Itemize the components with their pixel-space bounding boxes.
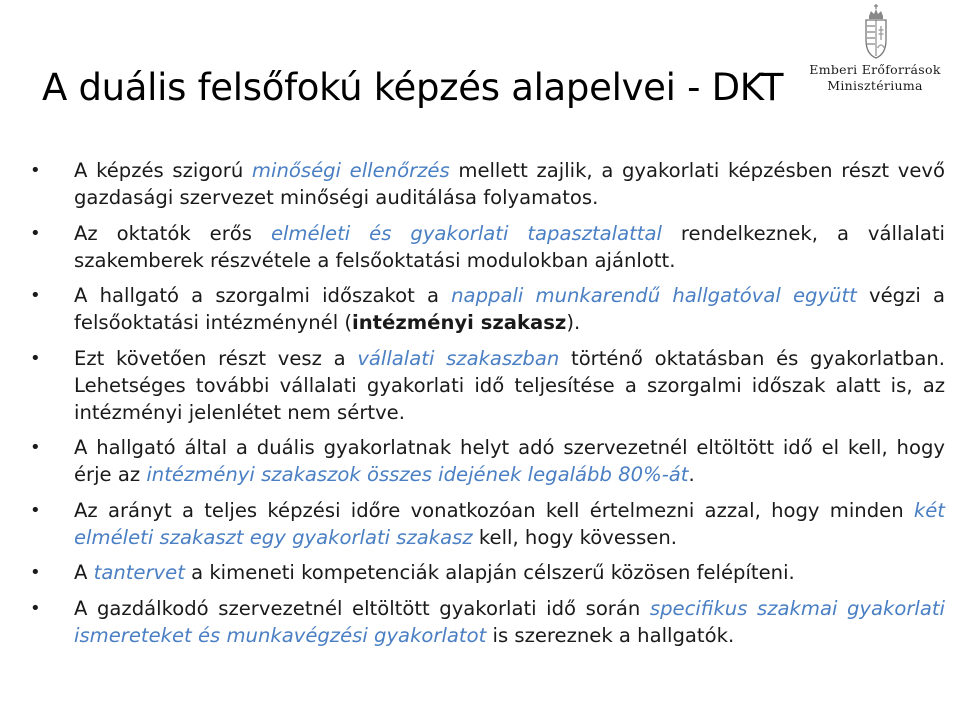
- bullet-highlight: minőségi ellenőrzés: [251, 159, 450, 182]
- bullet-item: [30, 559, 945, 586]
- bullet-item: [30, 345, 945, 426]
- bullet-text: A gazdálkodó szervezetnél eltöltött gyakorlati idő során: [74, 596, 650, 620]
- bullet-text: végzi a felsőoktatási intézménynél (: [74, 284, 945, 334]
- bullet-text: is szereznek a hallgatók.: [486, 623, 735, 647]
- bullet-item: [30, 282, 945, 336]
- bullet-text: a kimeneti kompetenciák alapján célszerű közösen felépíteni.: [184, 561, 795, 584]
- page-title: A duális felsőfokú képzés alapelvei - DKT: [42, 66, 784, 109]
- bullet-list: [30, 157, 945, 657]
- bullet-item: [30, 434, 945, 488]
- bullet-text: történő oktatásban és gyakorlatban. Lehetséges további vállalati gyakorlati idő teljesítése a szorgalmi időszak alatt is, az intézményi jelenlétet nem sértve.: [74, 346, 945, 424]
- ministry-name-line2: Minisztériuma: [827, 78, 923, 93]
- bullet-text: Az arányt a teljes képzési időre vonatkozóan kell értelmezni azzal, hogy minden: [74, 498, 914, 522]
- bullet-text: rendelkeznek, a vállalati szakemberek részvétele a felsőoktatási modulokban ajánlott.: [74, 221, 945, 272]
- ministry-logo: [800, 2, 950, 102]
- bullet-item: [30, 497, 945, 551]
- bullet-text: ).: [566, 311, 581, 334]
- bullet-text: .: [688, 463, 695, 486]
- bullet-highlight: vállalati szakaszban: [357, 346, 560, 370]
- bullet-highlight: tantervet: [93, 561, 185, 584]
- bullet-text: A hallgató által a duális gyakorlatnak helyt adó szervezetnél eltöltött idő el kell, hogy érje az: [74, 436, 945, 486]
- bullet-item: [30, 220, 945, 274]
- bullet-highlight: specifikus szakmai gyakorlati ismereteket és munkavégzési gyakorlatot: [74, 596, 946, 647]
- bullet-text: Ezt követően részt vesz a: [74, 346, 358, 370]
- bullet-text: A: [74, 561, 94, 584]
- bullet-text: kell, hogy kövessen.: [472, 525, 678, 549]
- bullet-text: A hallgató a szorgalmi időszakot a: [74, 284, 452, 307]
- bullet-highlight: két elméleti szakaszt egy gyakorlati szakasz: [74, 498, 945, 549]
- hungarian-coat-of-arms-icon: [863, 2, 889, 60]
- bullet-text: mellett zajlik, a gyakorlati képzésben részt vevő gazdasági szervezet minőségi auditálása folyamatos.: [74, 159, 945, 209]
- bullet-bold: intézményi szakasz: [352, 311, 567, 334]
- ministry-name-line1: Emberi Erőforrások: [809, 62, 941, 77]
- bullet-highlight: intézményi szakaszok összes idejének legalább 80%-át: [146, 463, 689, 486]
- bullet-text: Az oktatók erős: [74, 221, 271, 245]
- bullet-highlight: elméleti és gyakorlati tapasztalattal: [270, 221, 662, 245]
- bullet-highlight: nappali munkarendű hallgatóval együtt: [451, 284, 857, 307]
- bullet-item: [30, 595, 945, 649]
- bullet-item: [30, 157, 945, 211]
- bullet-text: A képzés szigorú: [74, 159, 252, 182]
